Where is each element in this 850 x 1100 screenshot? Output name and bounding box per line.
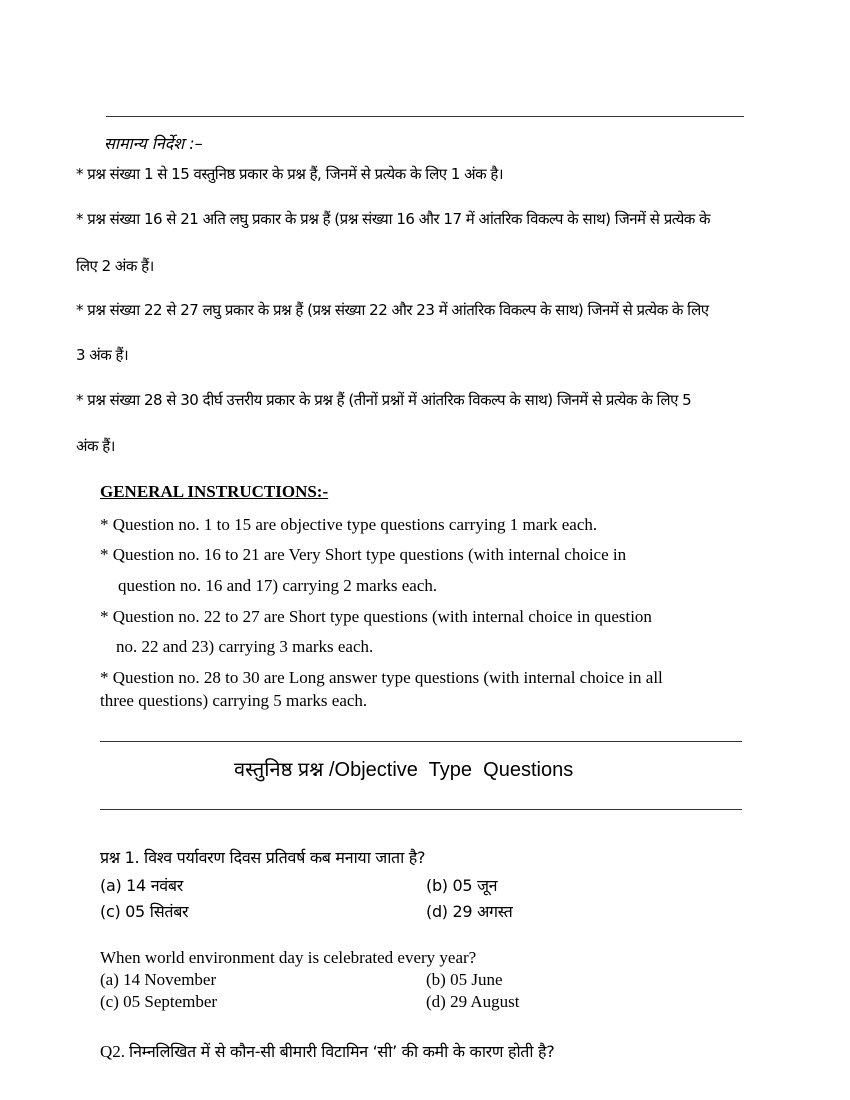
- q2-label: Q2.: [100, 1042, 126, 1061]
- section-divider-bottom: [100, 809, 742, 810]
- section-title: वस्तुनिष्ठ प्रश्न /Objective Type Questions: [234, 759, 574, 781]
- hindi-instruction-line: अंक हैं।: [76, 437, 115, 455]
- q1-hindi-option-a: (a) 14 नवंबर: [100, 876, 183, 895]
- q1-english-question: When world environment day is celebrated every year?: [100, 948, 477, 967]
- english-instruction-line: * Question no. 1 to 15 are objective type questions carrying 1 mark each.: [100, 515, 598, 534]
- q2-hindi-question: निम्नलिखित में से कौन-सी बीमारी विटामिन ‘सी’ की कमी के कारण होती है?: [129, 1042, 555, 1061]
- q2-line: [100, 1040, 554, 1062]
- q1-hindi-question: प्रश्न 1. विश्व पर्यावरण दिवस प्रतिवर्ष कब मनाया जाता है?: [100, 848, 426, 867]
- section-divider-top: [100, 741, 742, 742]
- hindi-instruction-line: * प्रश्न संख्या 1 से 15 वस्तुनिष्ठ प्रकार के प्रश्न हैं, जिनमें से प्रत्येक के लिए 1 अंक है।: [76, 165, 504, 183]
- english-instruction-line: no. 22 and 23) carrying 3 marks each.: [116, 637, 374, 656]
- english-instruction-line: * Question no. 16 to 21 are Very Short type questions (with internal choice in: [100, 545, 627, 564]
- hindi-instruction-line: * प्रश्न संख्या 22 से 27 लघु प्रकार के प्रश्न हैं (प्रश्न संख्या 22 और 23 में आंतरिक विकल्प के साथ) जिनमें से प्रत्येक के लिए: [76, 301, 709, 319]
- q1-english-option-b: (b) 05 June: [426, 970, 503, 989]
- q1-hindi-option-d: (d) 29 अगस्त: [426, 902, 513, 921]
- hindi-instruction-line: लिए 2 अंक हैं।: [76, 257, 154, 275]
- hindi-instruction-line: 3 अंक हैं।: [76, 346, 129, 364]
- english-instruction-line: three questions) carrying 5 marks each.: [100, 691, 368, 710]
- q1-hindi-option-b: (b) 05 जून: [426, 876, 498, 895]
- english-instruction-line: * Question no. 28 to 30 are Long answer type questions (with internal choice in all: [100, 668, 663, 687]
- top-divider: [106, 116, 744, 117]
- english-instruction-line: question no. 16 and 17) carrying 2 marks each.: [118, 576, 438, 595]
- hindi-instructions-heading: सामान्य निर्देश :–: [104, 134, 203, 153]
- q1-hindi-option-c: (c) 05 सितंबर: [100, 902, 189, 921]
- hindi-instruction-line: * प्रश्न संख्या 16 से 21 अति लघु प्रकार के प्रश्न हैं (प्रश्न संख्या 16 और 17 में आंतरिक विकल्प के साथ) जिनमें से प्रत्येक के: [76, 210, 711, 228]
- q1-english-option-c: (c) 05 September: [100, 992, 218, 1011]
- q1-english-option-d: (d) 29 August: [426, 992, 520, 1011]
- hindi-instruction-line: * प्रश्न संख्या 28 से 30 दीर्घ उत्तरीय प्रकार के प्रश्न हैं (तीनों प्रश्नों में आंतरिक विकल्प के साथ) जिनमें से प्रत्येक के लिए 5: [76, 391, 692, 409]
- q1-english-option-a: (a) 14 November: [100, 970, 217, 989]
- english-instruction-line: * Question no. 22 to 27 are Short type questions (with internal choice in question: [100, 607, 652, 626]
- english-instructions-heading: GENERAL INSTRUCTIONS:-: [100, 482, 329, 501]
